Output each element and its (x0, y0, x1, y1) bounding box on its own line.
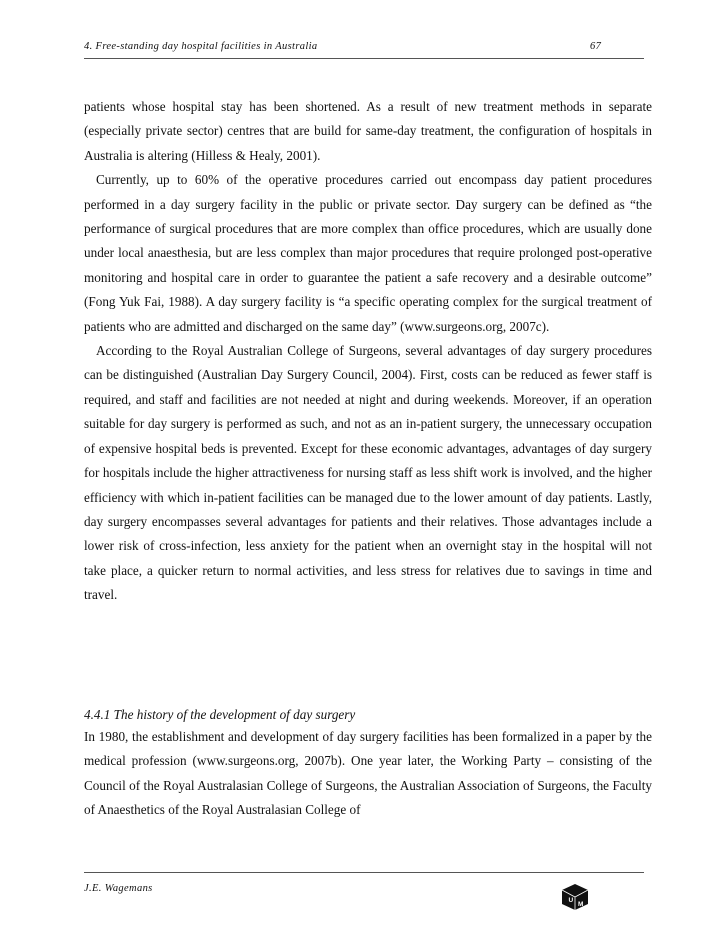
section-paragraph: In 1980, the establishment and development of day surgery facilities has been formalized in a paper by the medical profession (www.surgeons.org, 2007b). One year later, the Working Party – consisting of the Council of the Royal Australasian College of Surgeons, the Australian Association of Surgeons, the Faculty of Anaesthetics of the Royal Australasian College of (84, 729, 652, 818)
header-divider (84, 58, 644, 59)
header-title: 4. Free-standing day hospital facilities in Australia (84, 41, 318, 52)
logo-letter-u: U (568, 897, 574, 904)
footer-author: J.E. Wagemans (84, 883, 153, 894)
paragraph-1: patients whose hospital stay has been shortened. As a result of new treatment methods in separate (especially private sector) centres that are build for same-day treatment, the configuration of hospitals in Australia is altering (Hilless & Healy, 2001). (84, 99, 652, 163)
footer-divider (84, 872, 644, 873)
page-number: 67 (590, 41, 602, 52)
logo-letter-m: M (578, 901, 584, 908)
paragraph-2: Currently, up to 60% of the operative procedures carried out encompass day patient procedures performed in a day surgery facility in the public or private sector. Day surgery can be defined as “the performance of surgical procedures that are more complex than office procedures, which are usually done under local anaesthesia, but are less complex than major procedures that require prolonged post-operative monitoring and hospital care in order to guarantee the patient a safe recovery and a desirable outcome” (Fong Yuk Fai, 1988). A day surgery facility is “a specific operating complex for the surgical treatment of patients who are admitted and discharged on the same day” (www.surgeons.org, 2007c). (84, 172, 652, 334)
section-body (84, 725, 652, 823)
paragraph-3: According to the Royal Australian College of Surgeons, several advantages of day surgery procedures can be distinguished (Australian Day Surgery Council, 2004). First, costs can be reduced as fewer staff is required, and staff and facilities are not needed at night and during weekends. Moreover, if an operation suitable for day surgery is performed as such, and not as an in-patient surgery, the unnecessary occupation of expensive hospital beds is prevented. Except for these economic advantages, advantages of day surgery for hospitals include the higher attractiveness for nursing staff as less shift work is involved, and the higher efficiency with which in-patient facilities can be managed due to the lower amount of day patients. Lastly, day surgery encompasses several advantages for patients and their relatives. Those advantages include a lower risk of cross-infection, less anxiety for the patient when an overnight stay in the hospital will not take place, a quicker return to normal activities, and less stress for relatives due to savings in time and travel. (84, 343, 652, 603)
running-header (84, 41, 644, 59)
body-text (84, 95, 652, 608)
section-heading: 4.4.1 The history of the development of day surgery (84, 707, 356, 722)
um-logo-icon (560, 882, 590, 912)
